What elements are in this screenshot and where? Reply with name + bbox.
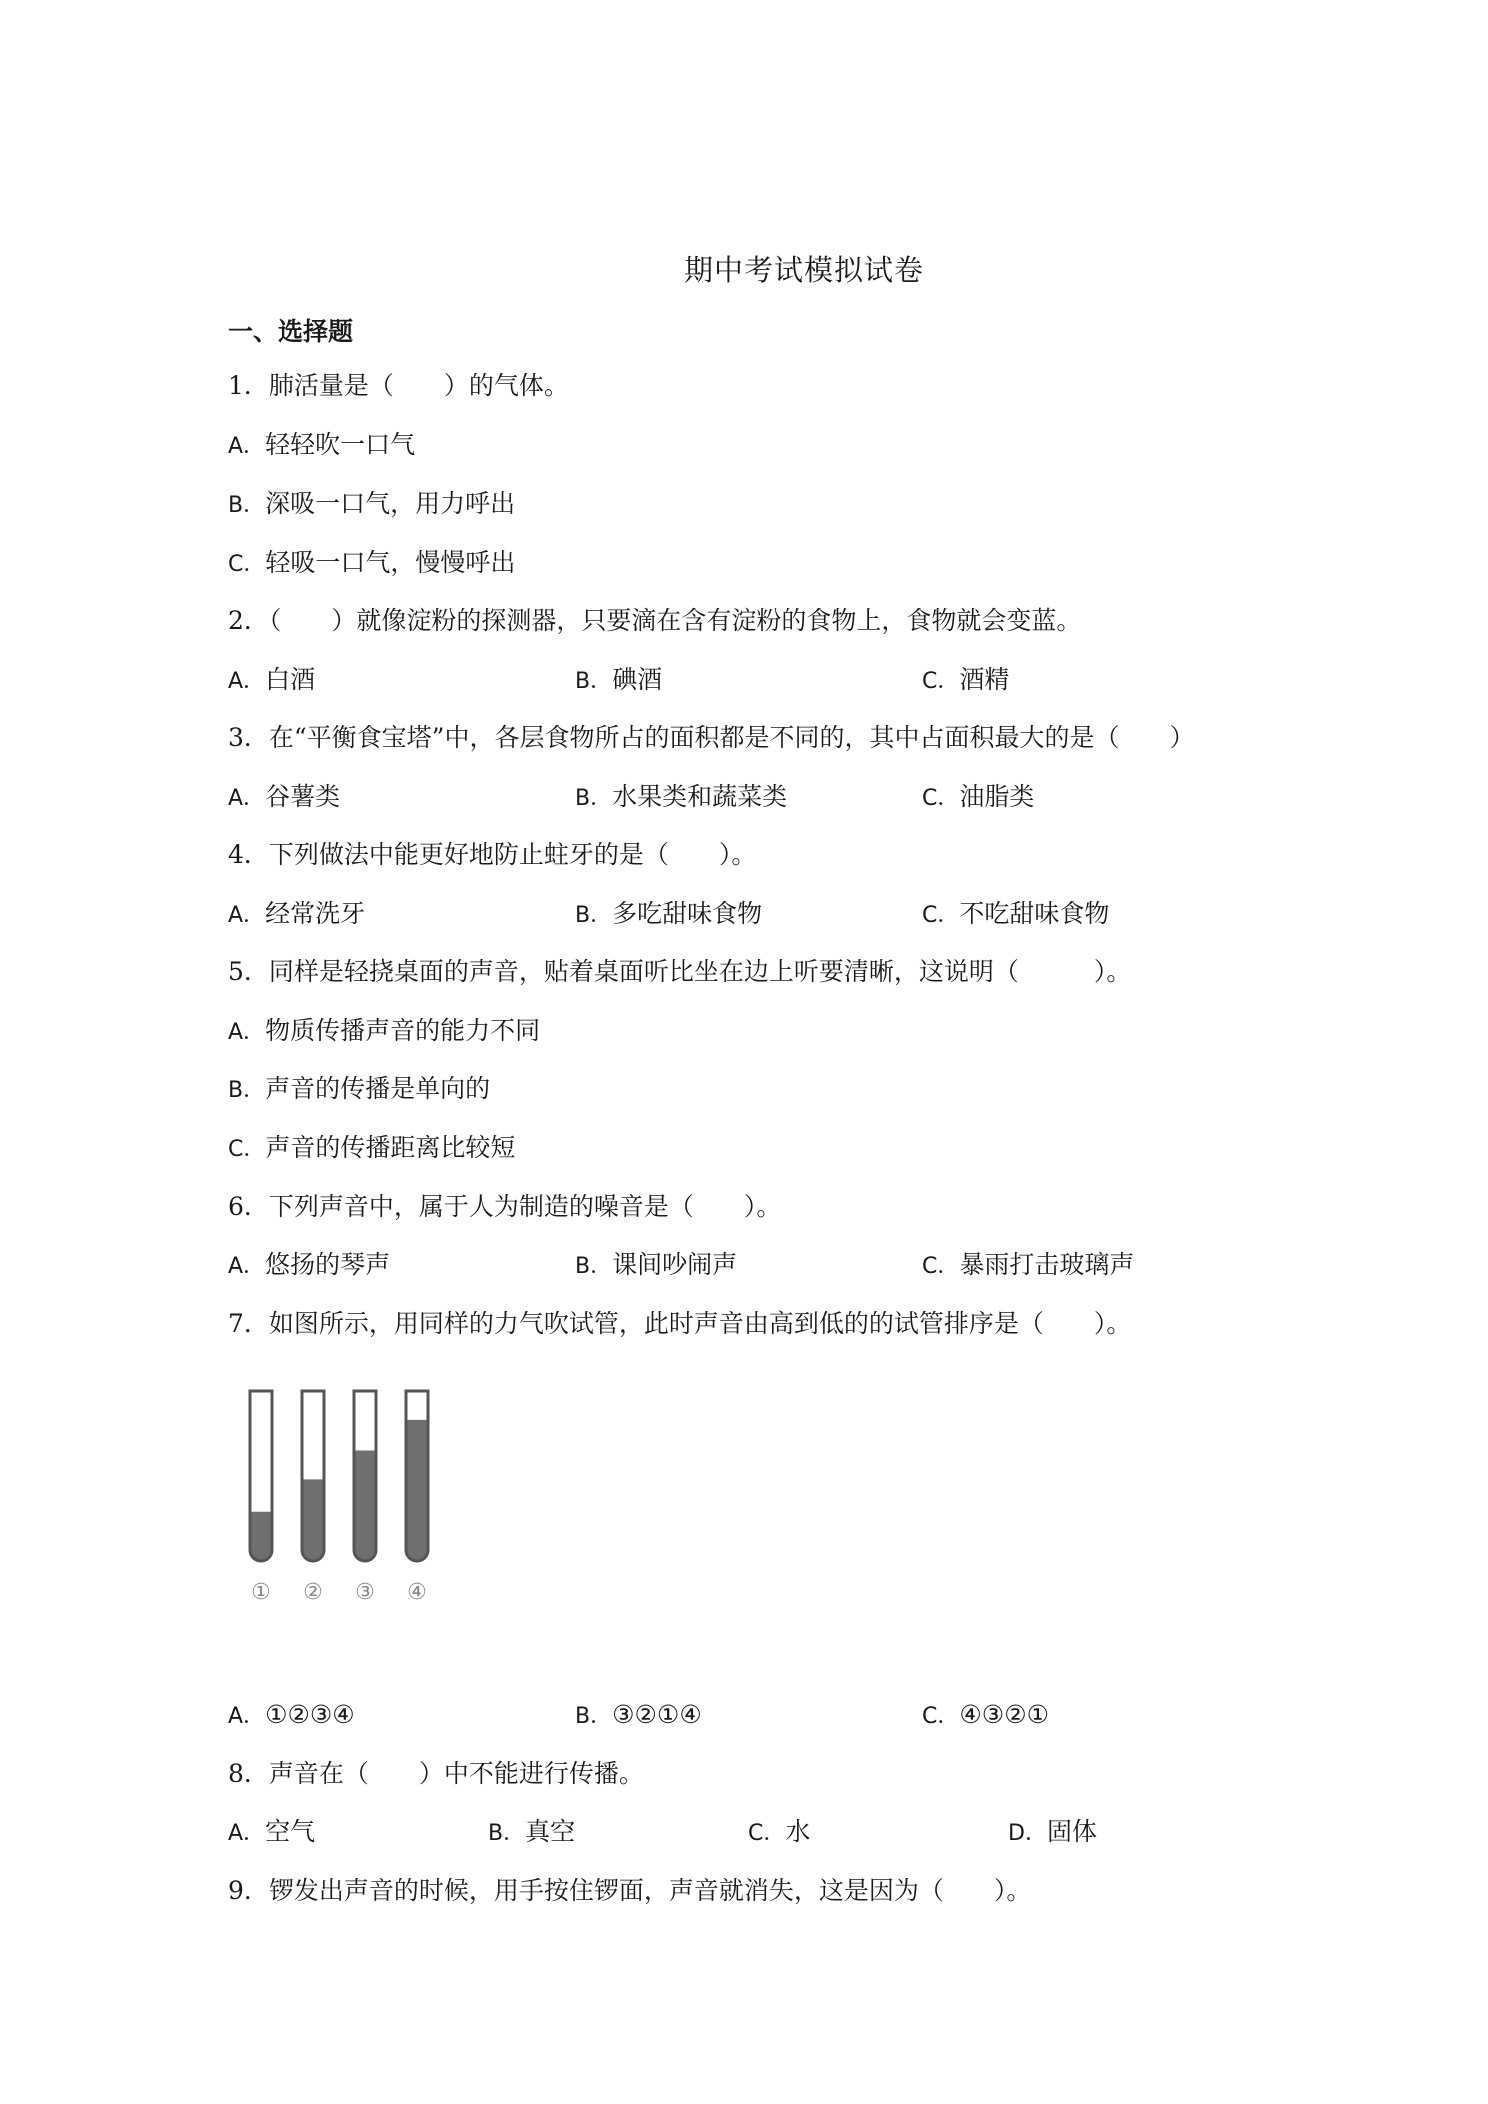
test-tube-3 xyxy=(354,1391,376,1605)
option-letter: B． xyxy=(488,1821,526,1846)
question-8-option-d xyxy=(1008,1815,1097,1851)
option-text: 轻吸一口气，慢慢呼出 xyxy=(265,548,516,577)
option-letter: A． xyxy=(228,903,266,928)
test-tube-2 xyxy=(302,1391,324,1605)
option-letter: C． xyxy=(922,903,960,928)
option-text: 酒精 xyxy=(959,665,1010,694)
question-3-option-a xyxy=(228,780,340,816)
option-letter: C． xyxy=(748,1821,786,1846)
option-letter: B． xyxy=(575,1704,613,1729)
test-tube-4 xyxy=(406,1391,428,1605)
option-letter: B． xyxy=(575,1254,613,1279)
option-letter: C． xyxy=(228,1137,266,1162)
question-7-options xyxy=(228,1698,1328,1732)
section-heading: 一、选择题 xyxy=(228,317,354,346)
question-4-stem: 4．下列做法中能更好地防止蛀牙的是（ ）。 xyxy=(228,840,757,869)
option-text: 白酒 xyxy=(265,665,316,694)
option-text: 多吃甜味食物 xyxy=(612,899,763,928)
test-tube-1 xyxy=(250,1391,272,1605)
question-7-option-b xyxy=(575,1698,702,1734)
question-4-option-b xyxy=(575,897,762,933)
option-letter: C． xyxy=(228,552,266,577)
option-letter: D． xyxy=(1008,1821,1047,1846)
option-letter: A． xyxy=(228,1254,266,1279)
option-text: ③②①④ xyxy=(612,1700,702,1729)
question-6-option-a xyxy=(228,1248,390,1284)
question-3-option-b xyxy=(575,780,787,816)
option-text: 声音的传播是单向的 xyxy=(265,1074,491,1103)
option-text: ①②③④ xyxy=(265,1700,355,1729)
option-text: 深吸一口气，用力呼出 xyxy=(265,489,516,518)
tube-label: ② xyxy=(303,1580,323,1605)
question-5-stem: 5．同样是轻挠桌面的声音，贴着桌面听比坐在边上听要清晰，这说明（ ）。 xyxy=(228,957,1132,986)
option-text: 课间吵闹声 xyxy=(612,1250,738,1279)
option-text: 水 xyxy=(785,1817,811,1846)
question-7-stem: 7．如图所示，用同样的力气吹试管，此时声音由高到低的的试管排序是（ ）。 xyxy=(228,1309,1132,1338)
question-5-option-b xyxy=(228,1072,490,1108)
question-2-options xyxy=(228,663,1328,697)
question-3-options xyxy=(228,780,1328,814)
option-text: 固体 xyxy=(1046,1817,1097,1846)
option-text: 水果类和蔬菜类 xyxy=(612,782,788,811)
water-column xyxy=(406,1420,428,1561)
option-letter: A． xyxy=(228,669,266,694)
option-text: 暴雨打击玻璃声 xyxy=(959,1250,1135,1279)
question-6-option-c xyxy=(922,1248,1134,1284)
question-4-option-c xyxy=(922,897,1109,933)
option-letter: A． xyxy=(228,786,266,811)
option-letter: C． xyxy=(922,1254,960,1279)
option-text: 谷薯类 xyxy=(265,782,341,811)
option-text: 轻轻吹一口气 xyxy=(265,430,416,459)
question-1-option-a xyxy=(228,428,415,464)
option-letter: C． xyxy=(922,669,960,694)
question-5-option-a xyxy=(228,1014,540,1050)
question-3-stem: 3．在“平衡食宝塔”中，各层食物所占的面积都是不同的，其中占面积最大的是（ ） xyxy=(228,723,1195,752)
option-letter: B． xyxy=(575,669,613,694)
option-text: 悠扬的琴声 xyxy=(265,1250,391,1279)
tube-label: ③ xyxy=(355,1580,375,1605)
option-text: 油脂类 xyxy=(959,782,1035,811)
question-2-option-a xyxy=(228,663,315,699)
question-4-options xyxy=(228,897,1328,931)
question-2-option-b xyxy=(575,663,662,699)
tube-label: ④ xyxy=(407,1580,427,1605)
option-letter: B． xyxy=(228,1078,266,1103)
question-8-option-c xyxy=(748,1815,810,1851)
tube-label: ① xyxy=(251,1580,271,1605)
option-text: 物质传播声音的能力不同 xyxy=(265,1016,541,1045)
question-6-stem: 6．下列声音中，属于人为制造的噪音是（ ）。 xyxy=(228,1192,782,1221)
page-title: 期中考试模拟试卷 xyxy=(683,253,924,287)
question-3-option-c xyxy=(922,780,1034,816)
option-letter: C． xyxy=(922,1704,960,1729)
test-tubes-figure xyxy=(238,1385,478,1615)
question-4-option-a xyxy=(228,897,365,933)
option-letter: A． xyxy=(228,1704,266,1729)
option-text: 经常洗牙 xyxy=(265,899,366,928)
option-text: 真空 xyxy=(525,1817,576,1846)
water-column xyxy=(354,1451,376,1562)
question-6-option-b xyxy=(575,1248,737,1284)
water-column xyxy=(250,1512,272,1561)
question-2-option-c xyxy=(922,663,1009,699)
option-letter: B． xyxy=(575,903,613,928)
question-1-option-c xyxy=(228,546,515,582)
option-text: 碘酒 xyxy=(612,665,663,694)
question-5-option-c xyxy=(228,1131,515,1167)
question-8-option-a xyxy=(228,1815,315,1851)
option-text: 空气 xyxy=(265,1817,316,1846)
question-7-option-a xyxy=(228,1698,355,1734)
question-8-stem: 8．声音在（ ）中不能进行传播。 xyxy=(228,1759,644,1788)
option-letter: B． xyxy=(228,493,266,518)
question-8-option-b xyxy=(488,1815,575,1851)
question-8-options xyxy=(228,1815,1328,1849)
option-letter: A． xyxy=(228,1821,266,1846)
question-7-option-c xyxy=(922,1698,1049,1734)
question-9-stem: 9．锣发出声音的时候，用手按住锣面，声音就消失，这是因为（ ）。 xyxy=(228,1876,1032,1905)
question-1-stem: 1．肺活量是（ ）的气体。 xyxy=(228,371,569,400)
option-letter: B． xyxy=(575,786,613,811)
question-1-option-b xyxy=(228,487,515,523)
water-column xyxy=(302,1479,324,1561)
option-text: 不吃甜味食物 xyxy=(959,899,1110,928)
question-6-options xyxy=(228,1248,1328,1282)
option-letter: A． xyxy=(228,1020,266,1045)
option-letter: A． xyxy=(228,434,266,459)
option-text: ④③②① xyxy=(959,1700,1050,1729)
option-text: 声音的传播距离比较短 xyxy=(265,1133,516,1162)
option-letter: C． xyxy=(922,786,960,811)
question-2-stem: 2．（ ）就像淀粉的探测器，只要滴在含有淀粉的食物上，食物就会变蓝。 xyxy=(228,606,1082,635)
